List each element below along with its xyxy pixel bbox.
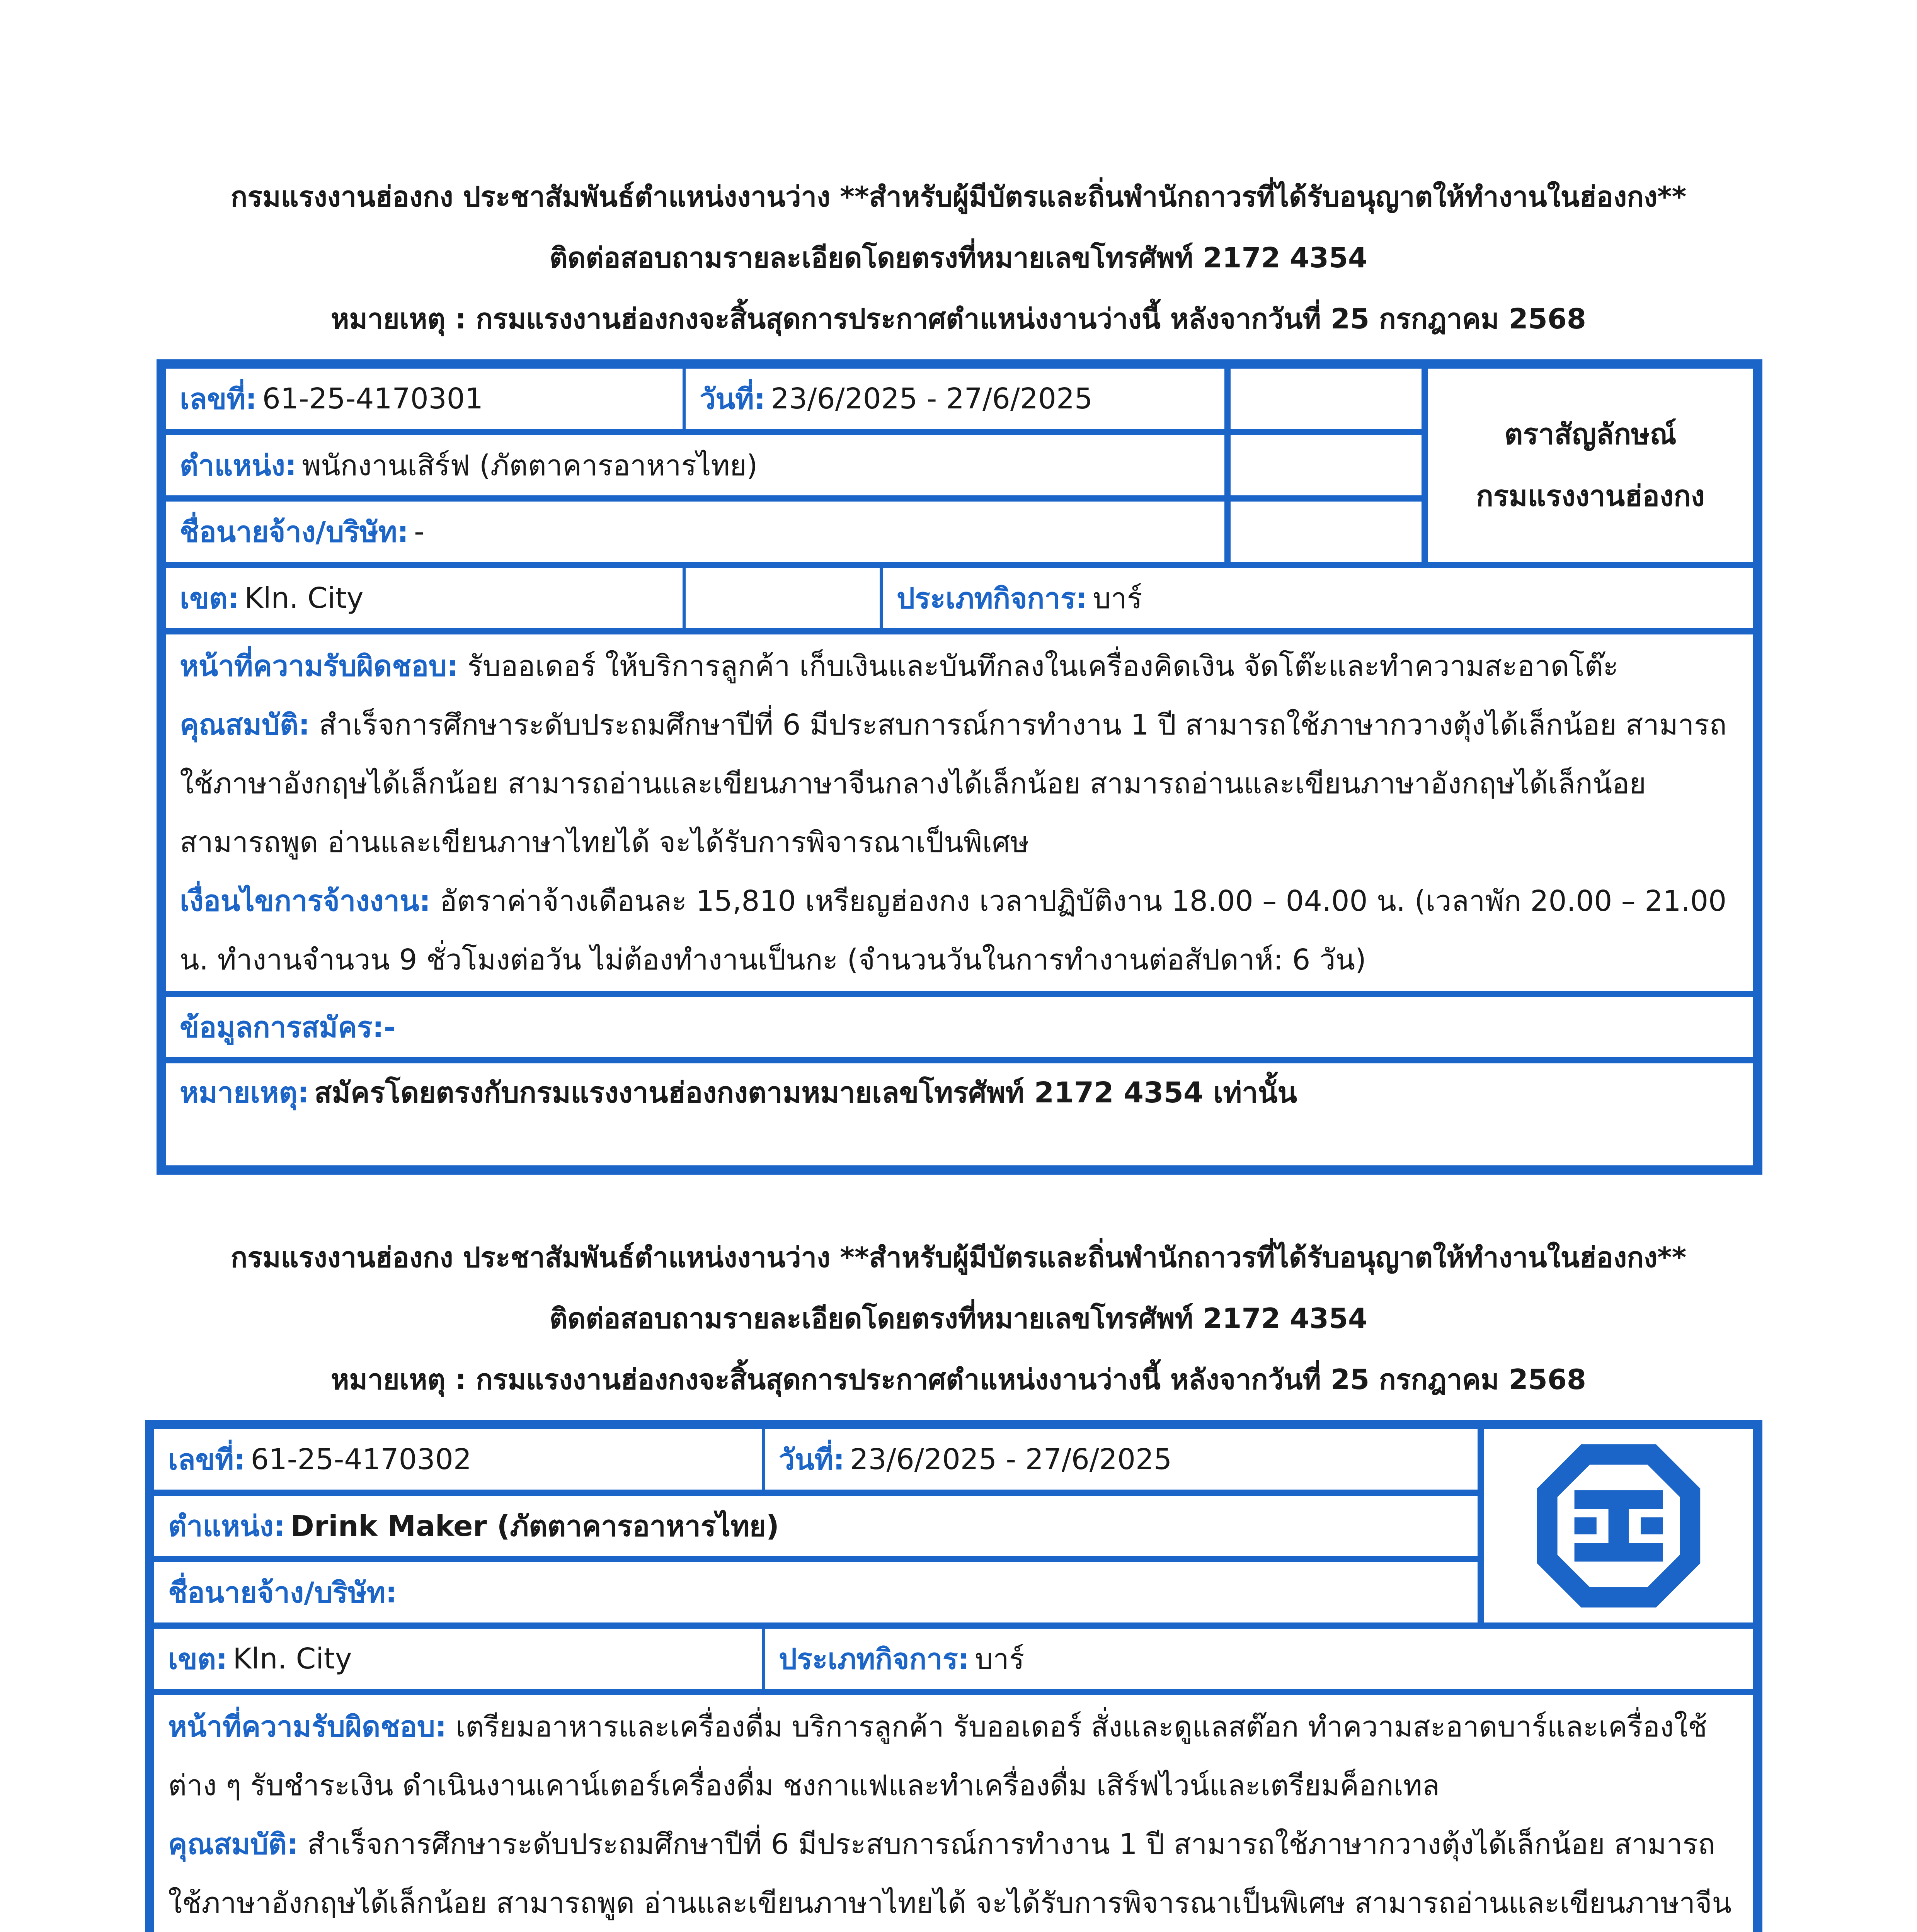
qualifications-value: สำเร็จการศึกษาระดับประถมศึกษาปีที่ 6 มีประสบการณ์การทำงาน 1 ปี สามารถใช้ภาษากวางตุ้งได้เล็กน้อย สามารถใช้ภาษาอังกฤษได้เล็กน้อย สามารถอ่านและเขียนภาษาจีนกลางได้เล็กน้อย สามารถอ่านและเขียนภาษาอังกฤษได้เล็กน้อย สามารถพูด อ่านและเขียนภาษาไทยได้ จะได้รับการพิจารณาเป็นพิเศษ <box>180 708 1727 859</box>
job-number-value: 61-25-4170301 <box>262 382 483 415</box>
blank-cell-r1 <box>1227 366 1425 432</box>
emblem-box <box>1425 366 1756 565</box>
blank-cell-r4 <box>686 568 883 628</box>
employer-label: ชื่อนายจ้าง/บริษัท: <box>168 1576 397 1609</box>
row-district-type <box>163 565 1756 631</box>
row-employer <box>151 1559 1481 1626</box>
qualifications-label: คุณสมบัติ: <box>180 708 310 742</box>
row-position <box>163 432 1227 498</box>
details-section <box>151 1692 1756 1932</box>
position-value: พนักงานเสิร์ฟ (ภัตตาคารอาหารไทย) <box>302 449 758 482</box>
row-district-type <box>151 1626 1756 1692</box>
note-cell <box>166 1063 1753 1121</box>
header-line-3: หมายเหตุ : กรมแรงงานฮ่องกงจะสิ้นสุดการประกาศตำแหน่งงานว่างนี้ หลังจากวันที่ 25 กรกฎาคม 2568 <box>331 303 1586 335</box>
application-cell <box>166 997 1753 1057</box>
row-employer <box>163 498 1227 565</box>
job-number-cell <box>154 1429 765 1490</box>
conditions-paragraph <box>180 872 1739 989</box>
emblem-line-2: กรมแรงงานฮ่องกง <box>1476 480 1705 513</box>
district-cell <box>166 568 686 628</box>
conditions-label: เงื่อนไขการจ้างงาน: <box>180 884 431 918</box>
note-value: สมัครโดยตรงกับกรมแรงงานฮ่องกงตามหมายเลขโทรศัพท์ 2172 4354 เท่านั้น <box>314 1076 1297 1109</box>
business-type-value: บาร์ <box>975 1643 1025 1676</box>
qualifications-value: สำเร็จการศึกษาระดับประถมศึกษาปีที่ 6 มีประสบการณ์การทำงาน 1 ปี สามารถใช้ภาษากวางตุ้งได้เล็กน้อย สามารถใช้ภาษาอังกฤษได้เล็กน้อย สามารถพูด อ่านและเขียนภาษาไทยได้ จะได้รับการพิจารณาเป็นพิเศษ สามารถอ่านและเขียนภาษาจีน <box>168 1828 1732 1920</box>
row-number-date <box>163 366 1227 432</box>
date-value: 23/6/2025 - 27/6/2025 <box>850 1443 1172 1476</box>
note-label: หมายเหตุ: <box>180 1076 309 1109</box>
duties-paragraph <box>180 637 1739 696</box>
business-type-cell <box>883 568 1753 628</box>
header-line-2: ติดต่อสอบถามรายละเอียดโดยตรงที่หมายเลขโทรศัพท์ 2172 4354 <box>549 1302 1368 1335</box>
duties-label: หน้าที่ความรับผิดชอบ: <box>168 1710 447 1743</box>
position-value: Drink Maker (ภัตตาคารอาหารไทย) <box>290 1510 779 1543</box>
blank-cell-r3 <box>1227 498 1425 565</box>
employer-label: ชื่อนายจ้าง/บริษัท: <box>180 515 409 549</box>
position-label: ตำแหน่ง: <box>180 449 297 482</box>
row-note <box>163 1060 1756 1168</box>
employer-cell <box>154 1562 1478 1622</box>
qualifications-label: คุณสมบัติ: <box>168 1828 298 1861</box>
blank-cell-r2 <box>1227 432 1425 498</box>
header-line-1: กรมแรงงานฮ่องกง ประชาสัมพันธ์ตำแหน่งงานว่าง **สำหรับผู้มีบัตรและถิ่นพำนักถาวรที่ได้รับอนุญาตให้ทำงานในฮ่องกง** <box>230 180 1687 213</box>
duties-value: เตรียมอาหารและเครื่องดื่ม บริการลูกค้า รับออเดอร์ สั่งและดูแลสต๊อก ทำความสะอาดบาร์และเครื่องใช้ต่าง ๆ รับชำระเงิน ดำเนินงานเคาน์เตอร์เครื่องดื่ม ชงกาแฟและทำเครื่องดื่ม เสิร์ฟไวน์และเตรียมค็อกเทล <box>168 1710 1708 1802</box>
date-label: วันที่: <box>700 383 766 416</box>
job-number-cell <box>166 369 686 429</box>
district-label: เขต: <box>168 1643 228 1676</box>
header-line-2: ติดต่อสอบถามรายละเอียดโดยตรงที่หมายเลขโทรศัพท์ 2172 4354 <box>549 242 1368 274</box>
position-label: ตำแหน่ง: <box>168 1510 285 1543</box>
date-cell <box>686 369 1227 429</box>
district-value: Kln. City <box>244 582 364 615</box>
district-label: เขต: <box>180 582 239 615</box>
header-line-1: กรมแรงงานฮ่องกง ประชาสัมพันธ์ตำแหน่งงานว่าง **สำหรับผู้มีบัตรและถิ่นพำนักถาวรที่ได้รับอนุญาตให้ทำงานในฮ่องกง** <box>230 1241 1687 1274</box>
details-section <box>163 631 1756 994</box>
application-label: ข้อมูลการสมัคร:- <box>180 1011 396 1044</box>
position-cell <box>166 435 1224 495</box>
emblem-line-1: ตราสัญลักษณ์ <box>1504 418 1677 451</box>
job-number-label: เลขที่: <box>168 1443 245 1476</box>
notice-1-header <box>0 166 1917 349</box>
job-notice-2 <box>145 1420 1762 1932</box>
qualifications-paragraph <box>180 696 1739 872</box>
position-cell <box>154 1496 1478 1556</box>
employer-value: - <box>414 515 424 548</box>
date-cell <box>765 1429 1478 1490</box>
job-number-label: เลขที่: <box>180 383 257 416</box>
district-cell <box>154 1629 765 1689</box>
duties-value: รับออเดอร์ ให้บริการลูกค้า เก็บเงินและบันทึกลงในเครื่องคิดเงิน จัดโต๊ะและทำความสะอาดโต๊ะ <box>467 650 1619 683</box>
duties-label: หน้าที่ความรับผิดชอบ: <box>180 650 458 683</box>
job-notice-1 <box>157 359 1762 1175</box>
employer-cell <box>166 502 1224 562</box>
job-number-value: 61-25-4170302 <box>250 1443 472 1476</box>
date-value: 23/6/2025 - 27/6/2025 <box>771 382 1093 415</box>
business-type-value: บาร์ <box>1093 582 1142 615</box>
notice-2-header <box>0 1227 1917 1410</box>
emblem-box <box>1481 1426 1756 1626</box>
district-value: Kln. City <box>233 1642 352 1675</box>
row-application <box>163 994 1756 1060</box>
business-type-label: ประเภทกิจการ: <box>897 582 1088 615</box>
row-number-date <box>151 1426 1481 1493</box>
date-label: วันที่: <box>779 1443 845 1476</box>
labour-department-logo-icon <box>1534 1441 1704 1611</box>
qualifications-paragraph <box>168 1815 1739 1932</box>
header-line-3: หมายเหตุ : กรมแรงงานฮ่องกงจะสิ้นสุดการประกาศตำแหน่งงานว่างนี้ หลังจากวันที่ 25 กรกฎาคม 2568 <box>331 1363 1586 1396</box>
duties-paragraph <box>168 1697 1739 1815</box>
conditions-value: อัตราค่าจ้างเดือนละ 15,810 เหรียญฮ่องกง เวลาปฏิบัติงาน 18.00 – 04.00 น. (เวลาพัก 20.00 – 21.00 น. ทำงานจำนวน 9 ชั่วโมงต่อวัน ไม่ต้องทำงานเป็นกะ (จำนวนวันในการทำงานต่อสัปดาห์: 6 วัน) <box>180 884 1727 976</box>
emblem-text <box>1428 369 1753 562</box>
business-type-cell <box>765 1629 1753 1689</box>
business-type-label: ประเภทกิจการ: <box>779 1643 970 1676</box>
row-position <box>151 1493 1481 1559</box>
